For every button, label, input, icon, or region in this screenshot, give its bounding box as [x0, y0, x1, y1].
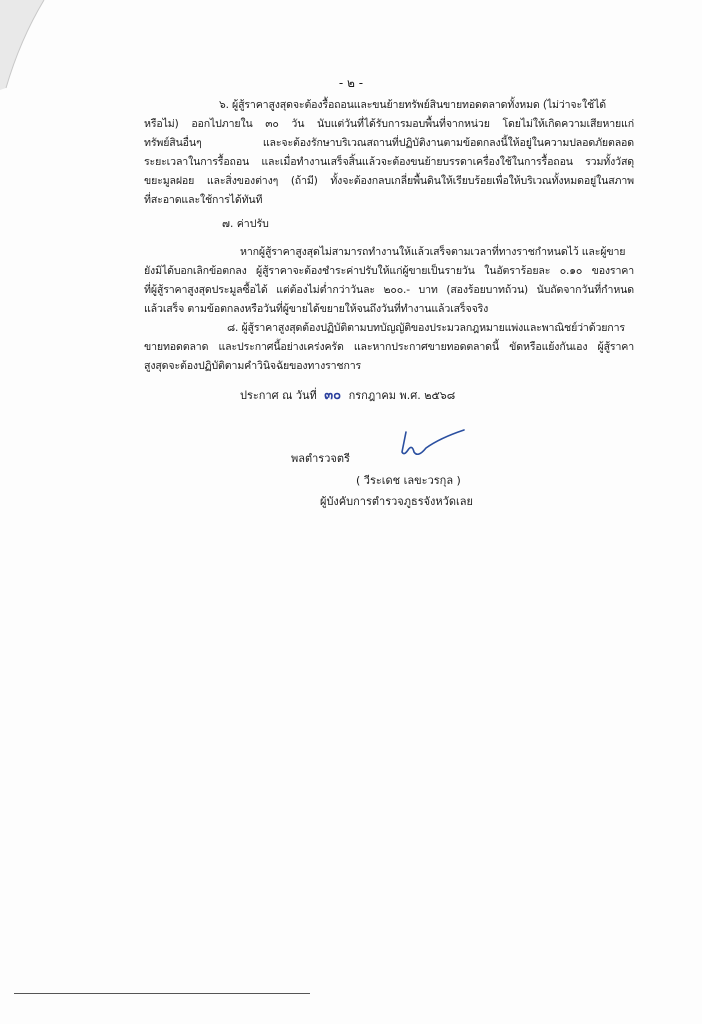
clause-7-line-1: หากผู้สู้ราคาสูงสุดไม่สามารถทำงานให้แล้วเสร็จตามเวลาที่ทางราชกำหนดไว้ และผู้ขาย	[240, 246, 626, 258]
signatory-name: ( วีระเดช เลขะวรกุล )	[356, 474, 461, 487]
clause-6-line-2: หรือไม่) ออกไปภายใน ๓๐ วัน นับแต่วันที่ได้รับการมอบพื้นที่จากหน่วย โดยไม่ให้เกิดความเสียหายแก่	[144, 118, 634, 130]
signatory-rank: พลตำรวจตรี	[291, 452, 350, 465]
clause-7-line-3: ที่ผู้สู้ราคาสูงสุดประมูลซื้อได้ แต่ต้องไม่ต่ำกว่าวันละ ๒๐๐.- บาท (สองร้อยบาทถ้วน) นับถัดจากวันที่กำหนด	[144, 284, 634, 296]
announcement-date	[240, 388, 455, 404]
announcement-prefix: ประกาศ ณ วันที่	[240, 389, 317, 402]
announcement-month-year: กรกฎาคม พ.ศ. ๒๕๖๘	[348, 389, 456, 402]
clause-6-line-6: ที่สะอาดและใช้การได้ทันที	[144, 194, 263, 206]
clause-7-line-4: แล้วเสร็จ ตามข้อตกลงหรือวันที่ผู้ขายได้ขยายให้จนถึงวันที่ทำงานแล้วเสร็จจริง	[144, 303, 489, 315]
announcement-day: ๓๐	[324, 388, 342, 403]
clause-8-line-3: สูงสุดจะต้องปฏิบัติตามคำวินิจฉัยของทางราชการ	[144, 360, 362, 372]
clause-8-line-2: ขายทอดตลาด และประกาศนี้อย่างเคร่งครัด และหากประกาศขายทอดตลาดนี้ ขัดหรือแย้งกันเอง ผู้สู้ราคา	[144, 341, 634, 353]
page-number: - ๒ -	[338, 76, 364, 90]
clause-8-line-1: ๘. ผู้สู้ราคาสูงสุดต้องปฏิบัติตามบทบัญญัติของประมวลกฎหมายแพ่งและพาณิชย์ว่าด้วยการ	[227, 322, 625, 334]
handwritten-signature	[396, 422, 476, 466]
clause-7-heading: ๗. ค่าปรับ	[222, 218, 269, 230]
clause-6-line-5: ขยะมูลฝอย และสิ่งของต่างๆ (ถ้ามี) ทั้งจะต้องกลบเกลี่ยพื้นดินให้เรียบร้อยเพื่อให้บริเวณทั้งหมดอยู่ในสภาพ	[144, 175, 634, 187]
footer-divider	[14, 993, 310, 994]
clause-7-line-2: ยังมิได้บอกเลิกข้อตกลง ผู้สู้ราคาจะต้องชำระค่าปรับให้แก่ผู้ขายเป็นรายวัน ในอัตราร้อยละ ๐.๑๐ ของราคา	[144, 265, 634, 277]
clause-6-line-4: ระยะเวลาในการรื้อถอน และเมื่อทำงานเสร็จสิ้นแล้วจะต้องขนย้ายบรรดาเครื่องใช้ในการรื้อถอน รวมทั้งวัสดุ	[144, 156, 634, 168]
signatory-title: ผู้บังคับการตำรวจภูธรจังหวัดเลย	[320, 495, 473, 508]
clause-6-line-3: ทรัพย์สินอื่นๆ และจะต้องรักษาบริเวณสถานที่ปฏิบัติงานตามข้อตกลงนี้ให้อยู่ในความปลอดภัยตลอด	[144, 137, 634, 149]
clause-6-line-1: ๖. ผู้สู้ราคาสูงสุดจะต้องรื้อถอนและขนย้ายทรัพย์สินขายทอดตลาดทั้งหมด (ไม่ว่าจะใช้ได้	[219, 99, 607, 111]
